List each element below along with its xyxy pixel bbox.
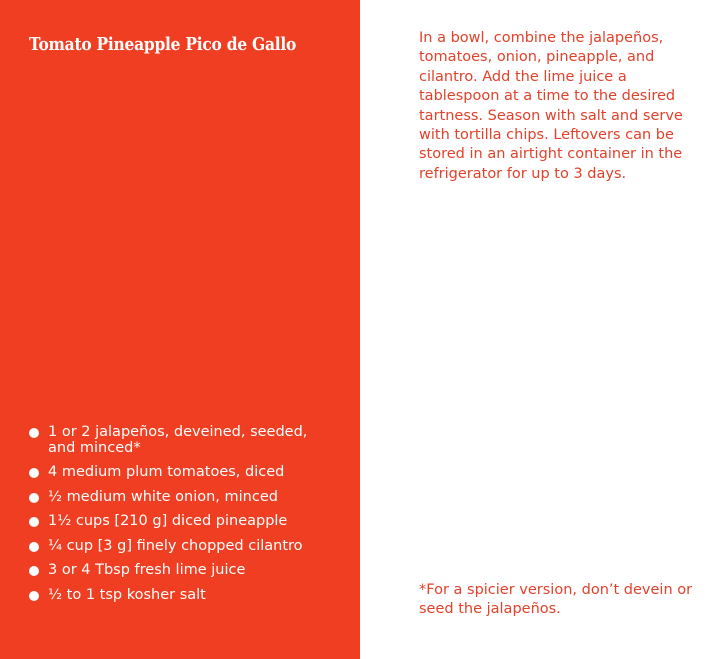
bullet-icon (29, 517, 39, 527)
ingredient-item (29, 539, 329, 555)
ingredient-item (29, 465, 329, 481)
ingredient-text: ½ medium white onion, minced (48, 488, 278, 505)
ingredient-text: 1½ cups [210 g] diced pineapple (48, 513, 288, 529)
method-panel (360, 0, 720, 659)
bullet-icon (29, 542, 39, 552)
ingredient-list (29, 425, 329, 612)
footnote-text: *For a spicier version, don’t devein or seed the jalapeños. (419, 582, 693, 618)
ingredient-item (29, 563, 329, 579)
ingredient-text: ¼ cup [3 g] finely chopped cilantro (48, 537, 303, 554)
ingredient-text: 1 or 2 jalapeños, deveined, seeded, and minced* (48, 424, 308, 456)
ingredient-text: ½ to 1 tsp kosher salt (48, 586, 206, 603)
bullet-icon (29, 468, 39, 478)
ingredient-item (29, 588, 329, 604)
ingredient-item (29, 425, 329, 456)
bullet-icon (29, 493, 39, 503)
bullet-icon (29, 566, 39, 576)
ingredient-text: 4 medium plum tomatoes, diced (48, 464, 285, 480)
ingredient-item (29, 490, 329, 506)
bullet-icon (29, 428, 39, 438)
ingredient-item (29, 514, 329, 530)
bullet-icon (29, 591, 39, 601)
method-text: In a bowl, combine the jalapeños, tomatoes, onion, pineapple, and cilantro. Add the lime juice a tablespoon at a time to the desired tartness. Season with salt and serve with tortilla chips. Leftovers can be stored in an airtight container in the refrigerator for up to 3 days. (419, 30, 683, 182)
recipe-title: Tomato Pineapple Pico de Gallo (29, 34, 297, 55)
ingredient-text: 3 or 4 Tbsp fresh lime juice (48, 562, 246, 578)
